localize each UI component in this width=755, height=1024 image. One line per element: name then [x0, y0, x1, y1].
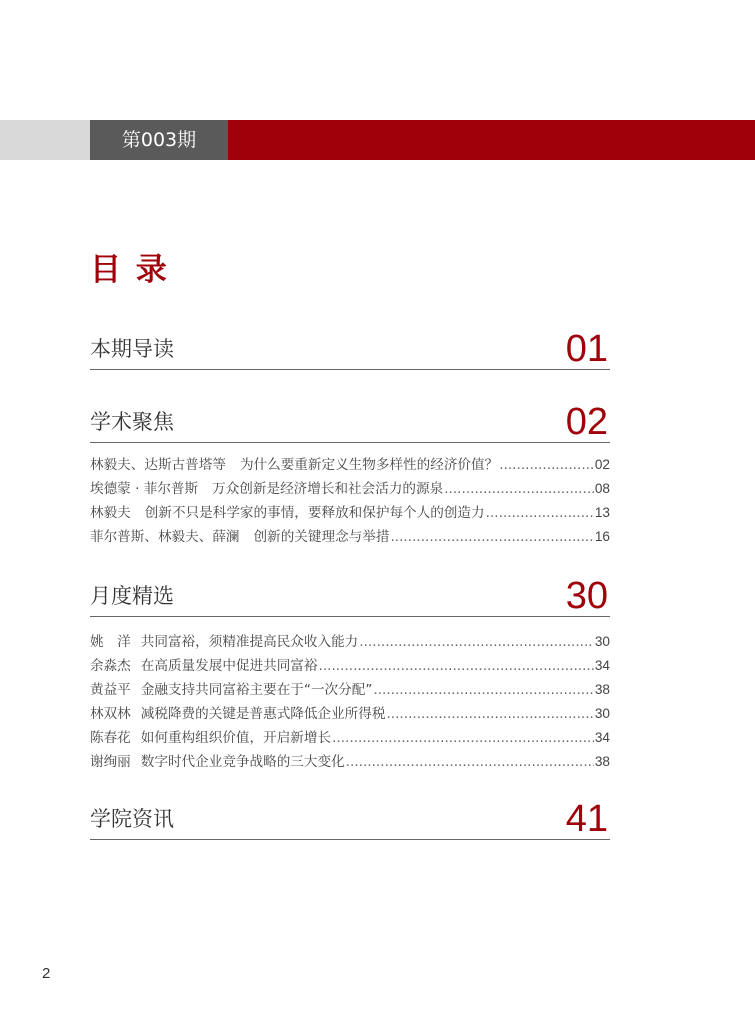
header-band-red	[228, 120, 755, 160]
entry-title: 为什么要重新定义生物多样性的经济价值？	[239, 457, 499, 473]
entry-author: 陈春花	[90, 730, 131, 746]
toc-entry[interactable]	[90, 750, 610, 774]
page-number: 2	[42, 965, 51, 982]
entry-list-monthly	[90, 630, 610, 774]
entry-title: 金融支持共同富裕主要在于“一次分配”	[140, 682, 373, 698]
entry-page: 13	[594, 505, 610, 520]
leader-dots	[332, 730, 594, 746]
entry-title: 共同富裕，须精准提高民众收入能力	[140, 634, 359, 650]
section-label: 月度精选	[90, 584, 174, 608]
leader-dots	[319, 658, 594, 674]
entry-author: 余淼杰	[90, 658, 131, 674]
entry-page: 02	[594, 457, 610, 472]
entry-title: 万众创新是经济增长和社会活力的源泉	[212, 481, 444, 497]
entry-author: 林毅夫	[90, 505, 131, 521]
leader-dots	[390, 529, 593, 545]
section-label: 学术聚焦	[90, 410, 174, 434]
section-head-academic[interactable]	[90, 398, 610, 443]
leader-dots	[359, 634, 594, 650]
toc-entry[interactable]	[90, 678, 610, 702]
section-head-guide[interactable]	[90, 325, 610, 370]
entry-title: 创新不只是科学家的事情，要释放和保护每个人的创造力	[144, 505, 485, 521]
toc-entry[interactable]	[90, 525, 610, 549]
toc-entry[interactable]	[90, 477, 610, 501]
toc-entry[interactable]	[90, 702, 610, 726]
toc-entry[interactable]	[90, 630, 610, 654]
entry-title: 在高质量发展中促进共同富裕	[140, 658, 318, 674]
entry-page: 34	[594, 730, 610, 745]
entry-title: 减税降费的关键是普惠式降低企业所得税	[140, 706, 386, 722]
entry-page: 30	[594, 706, 610, 721]
leader-dots	[346, 754, 594, 770]
toc-entry[interactable]	[90, 453, 610, 477]
issue-label: 第003期	[90, 120, 228, 160]
entry-page: 38	[594, 754, 610, 769]
section-page: 30	[565, 575, 608, 617]
entry-page: 08	[594, 481, 610, 496]
entry-page: 16	[594, 529, 610, 544]
entry-title: 如何重构组织价值，开启新增长	[140, 730, 332, 746]
entry-author: 黄益平	[90, 682, 131, 698]
entry-page: 30	[594, 634, 610, 649]
entry-author: 菲尔普斯、林毅夫、薛澜	[90, 529, 240, 545]
leader-dots	[386, 706, 593, 722]
entry-author: 谢绚丽	[90, 754, 131, 770]
toc-entry[interactable]	[90, 726, 610, 750]
leader-dots	[373, 682, 594, 698]
toc-entry[interactable]	[90, 654, 610, 678]
entry-author: 埃德蒙 · 菲尔普斯	[90, 481, 199, 497]
entry-title: 数字时代企业竞争战略的三大变化	[140, 754, 345, 770]
section-head-news[interactable]	[90, 795, 610, 840]
header-band-grey	[0, 120, 90, 160]
entry-author: 林双林	[90, 706, 131, 722]
section-page: 41	[565, 798, 608, 840]
section-label: 学院资讯	[90, 807, 174, 831]
section-page: 01	[565, 328, 608, 370]
section-head-monthly[interactable]	[90, 572, 610, 617]
leader-dots	[444, 481, 594, 497]
entry-author: 姚 洋	[90, 634, 131, 650]
leader-dots	[486, 505, 594, 521]
entry-list-academic	[90, 453, 610, 549]
entry-page: 38	[594, 682, 610, 697]
entry-page: 34	[594, 658, 610, 673]
leader-dots	[499, 457, 594, 473]
toc-entry[interactable]	[90, 501, 610, 525]
entry-author: 林毅夫、达斯古普塔等	[90, 457, 226, 473]
section-label: 本期导读	[90, 337, 174, 361]
toc-title: 目 录	[90, 252, 169, 288]
section-page: 02	[565, 401, 608, 443]
entry-title: 创新的关键理念与举措	[253, 529, 390, 545]
